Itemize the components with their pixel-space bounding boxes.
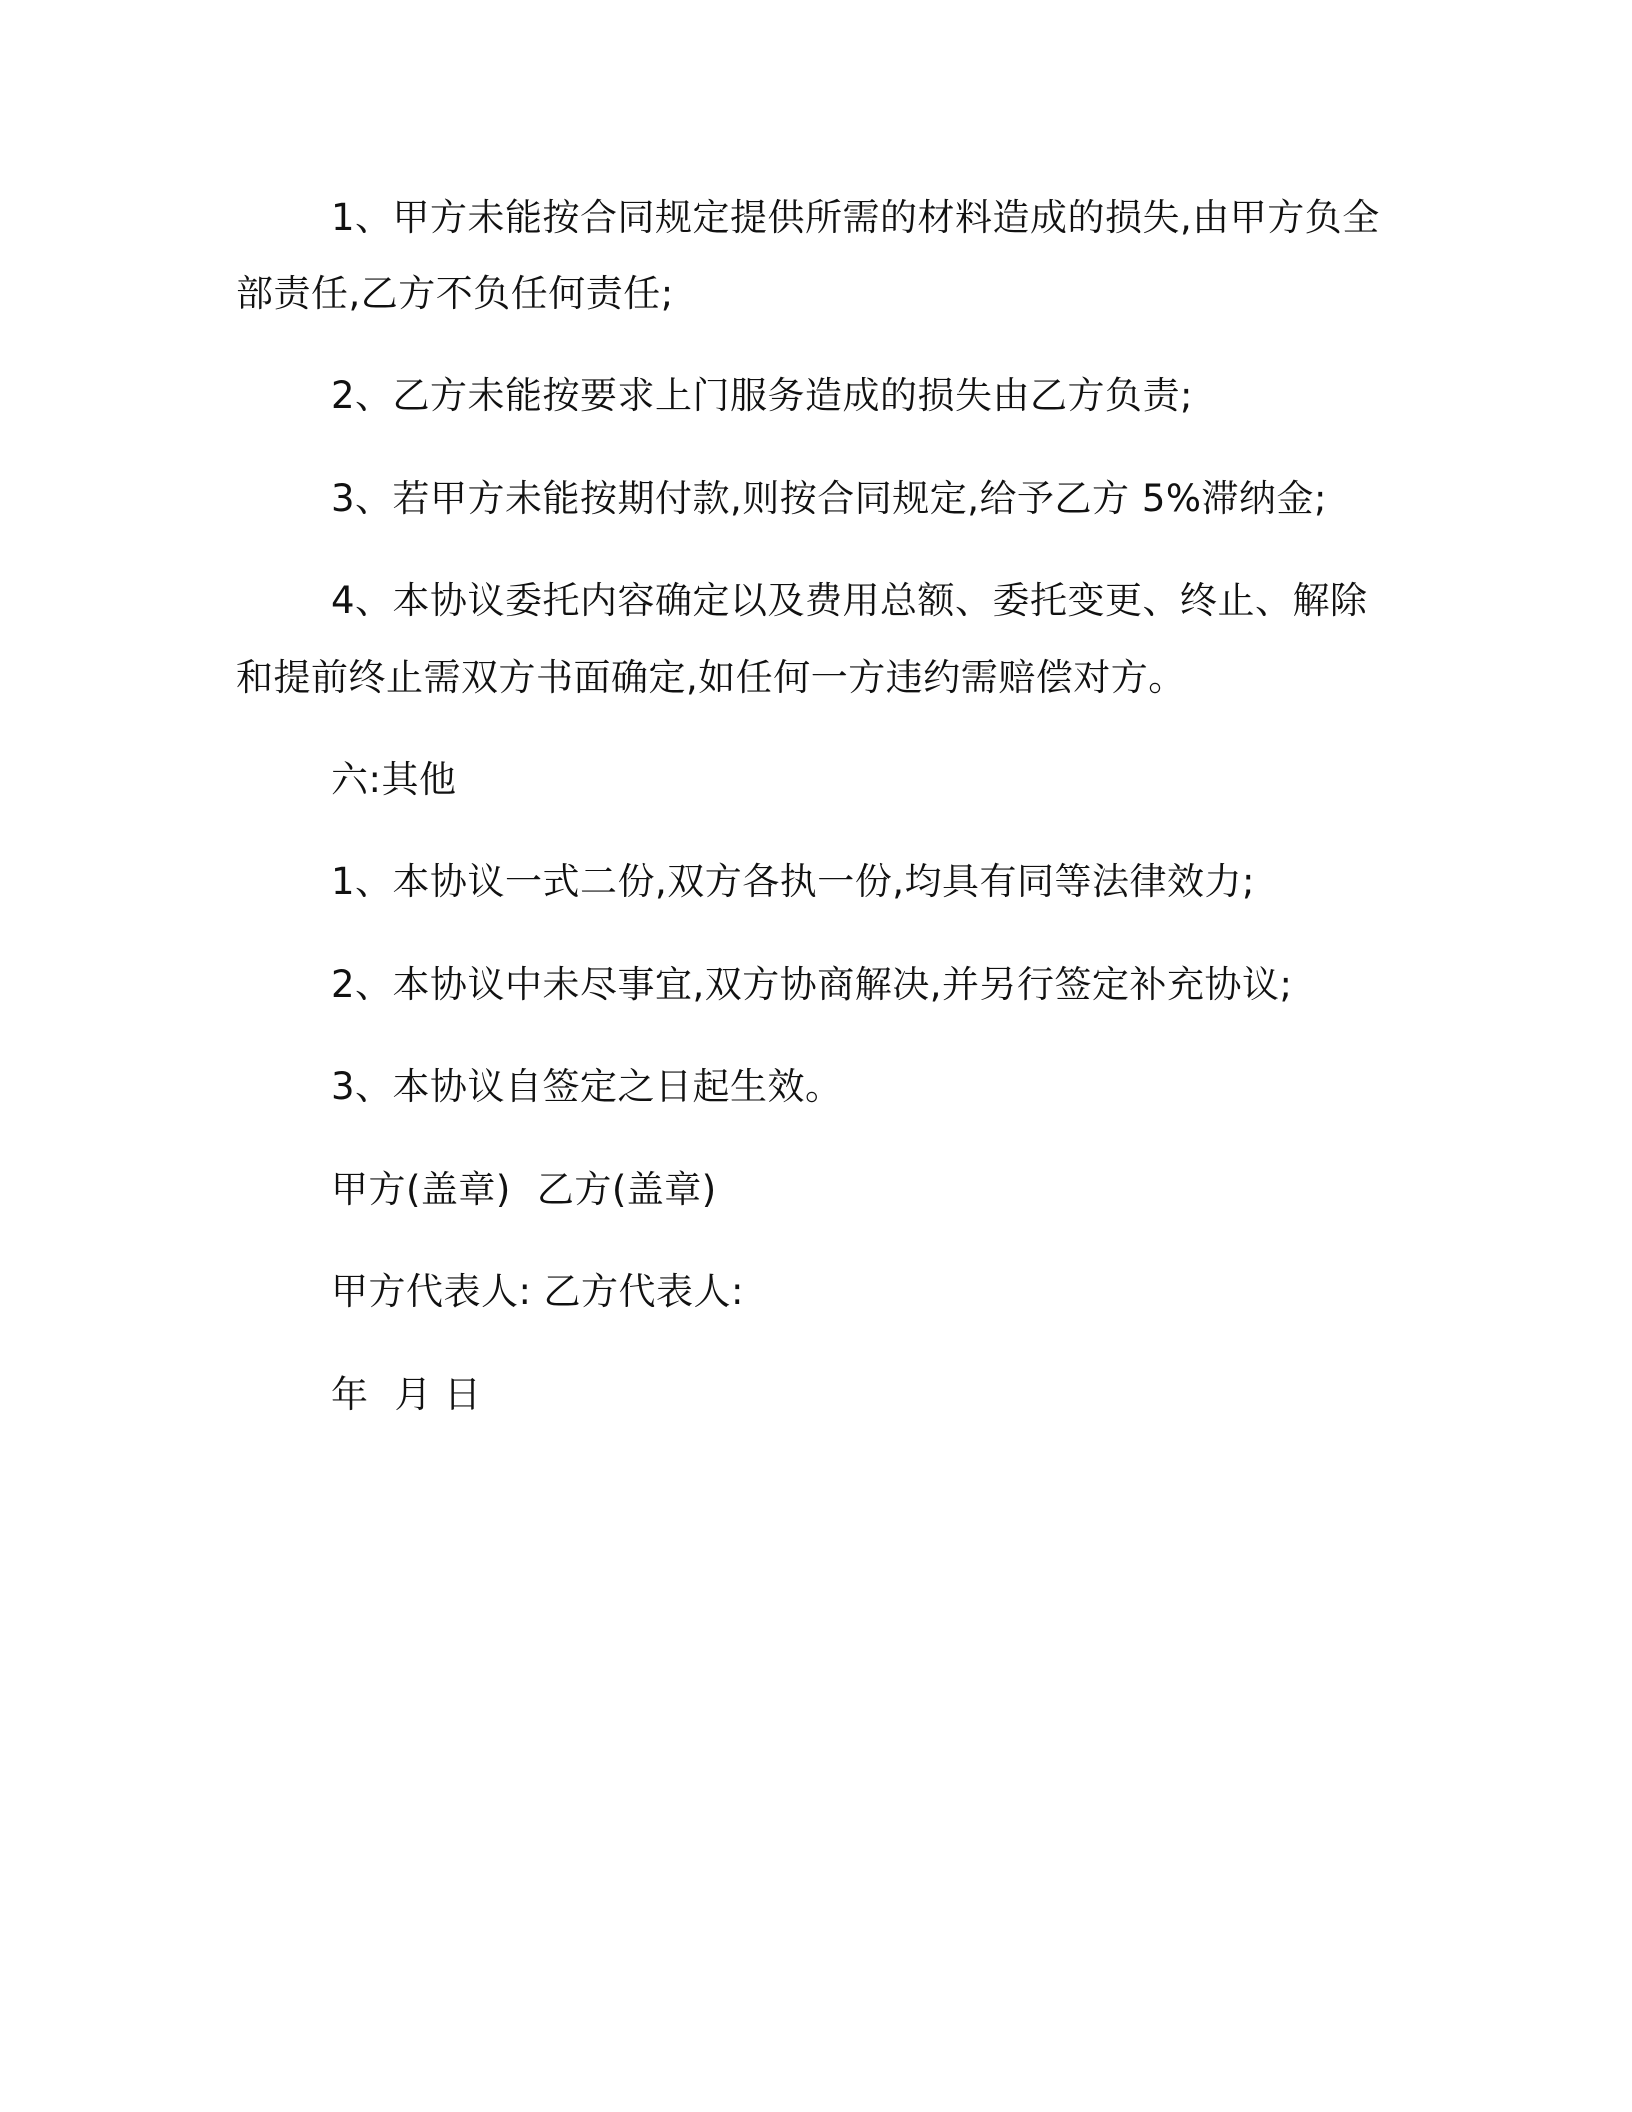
party-b-representative: 乙方代表人: [543, 1270, 744, 1313]
other-item-3: 3、本协议自签定之日起生效。 [331, 1065, 843, 1108]
seal-line [331, 1164, 717, 1216]
other-item-1: 1、本协议一式二份,双方各执一份,均具有同等法律效力; [331, 860, 1256, 903]
penalty-item-1-line-1: 1、甲方未能按合同规定提供所需的材料造成的损失,由甲方负全 [331, 196, 1380, 239]
party-a-seal: 甲方(盖章) [331, 1168, 511, 1211]
other-item-2: 2、本协议中未尽事宜,双方协商解决,并另行签定补充协议; [331, 963, 1293, 1006]
penalty-item-4-line-2: 和提前终止需双方书面确定,如任何一方违约需赔偿对方。 [236, 656, 1186, 699]
party-a-representative: 甲方代表人: [331, 1270, 532, 1313]
penalty-item-2: 2、乙方未能按要求上门服务造成的损失由乙方负责; [331, 374, 1194, 417]
date-line [331, 1369, 482, 1421]
penalty-item-4-line-1: 4、本协议委托内容确定以及费用总额、委托变更、终止、解除 [331, 579, 1368, 622]
section-heading-other: 六:其他 [331, 758, 457, 801]
representative-line [331, 1266, 744, 1318]
date-day: 日 [444, 1373, 482, 1416]
penalty-item-3: 3、若甲方未能按期付款,则按合同规定,给予乙方 5%滞纳金; [331, 477, 1327, 520]
penalty-item-1-line-2: 部责任,乙方不负任何责任; [236, 272, 674, 315]
party-b-seal: 乙方(盖章) [536, 1168, 717, 1211]
date-month: 月 [394, 1373, 432, 1416]
date-year: 年 [331, 1373, 369, 1416]
